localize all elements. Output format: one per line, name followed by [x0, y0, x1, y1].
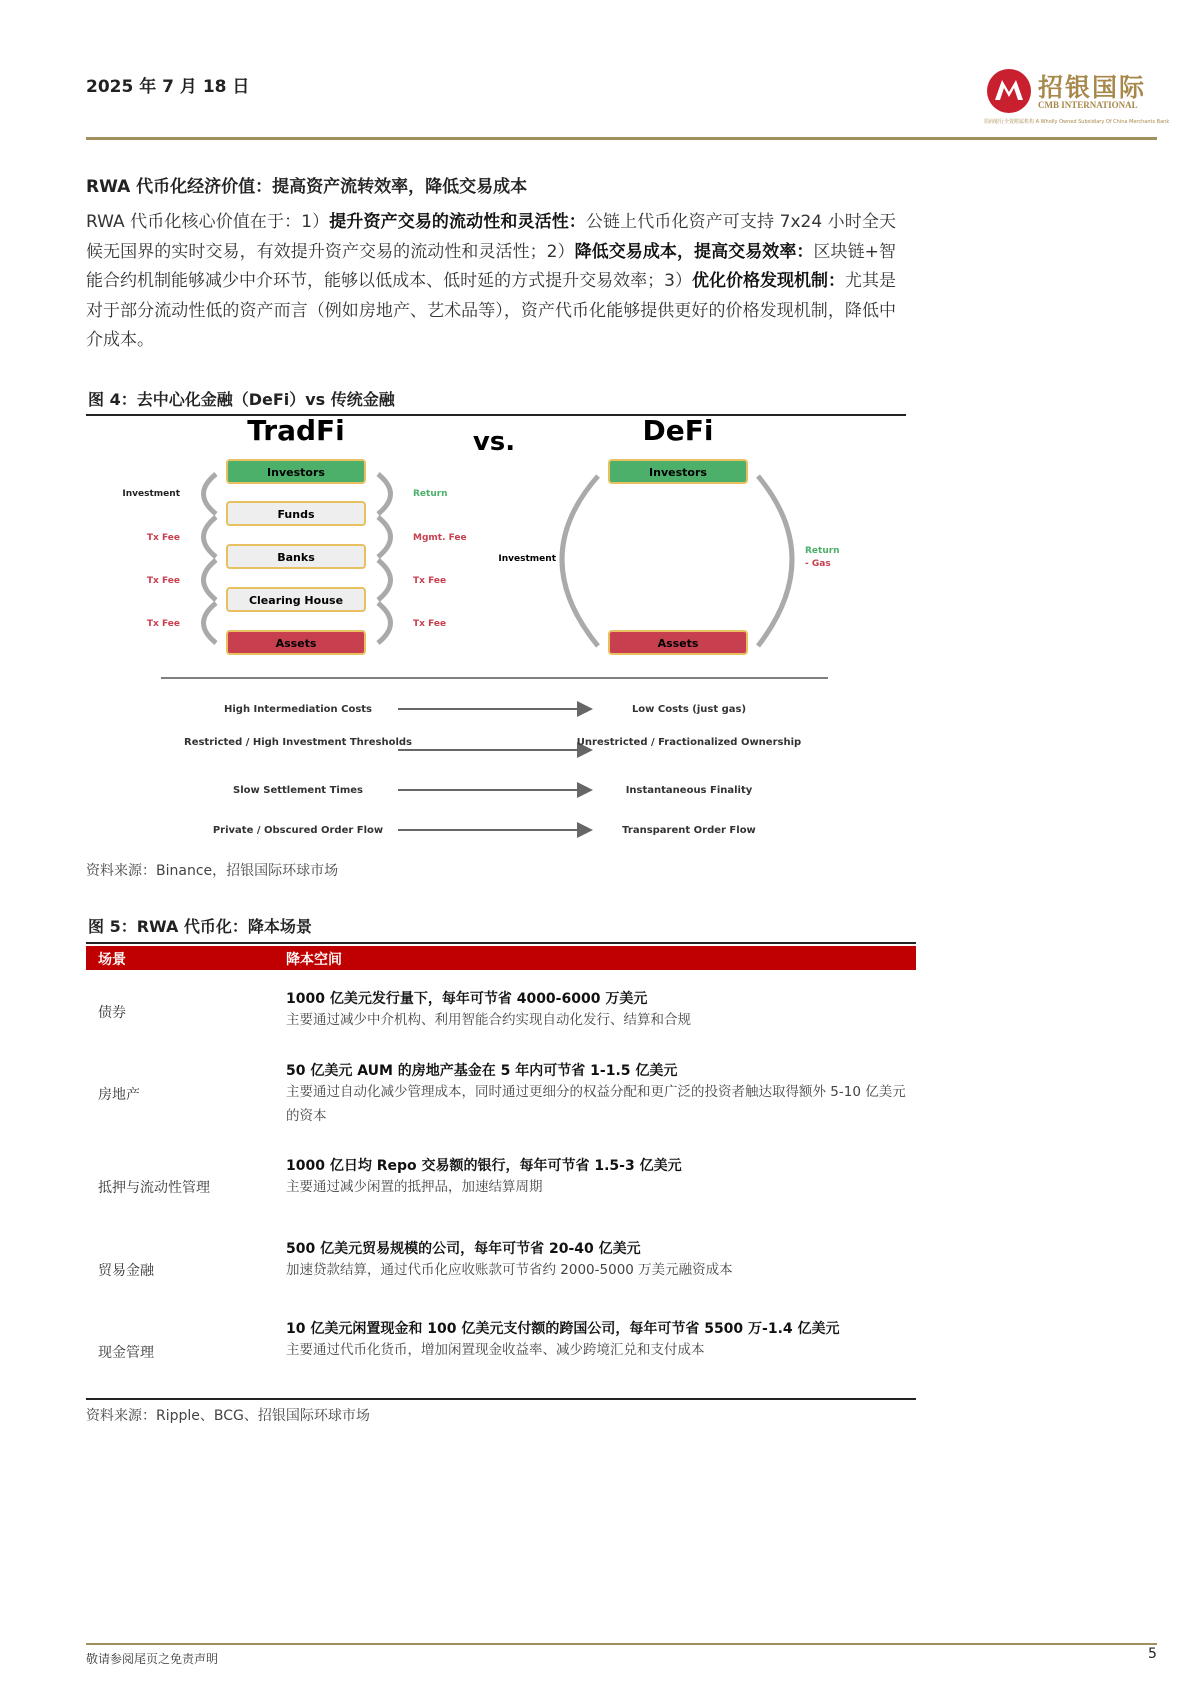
emphasis: 降低交易成本，提高交易效率： — [574, 241, 814, 262]
tradfi-vs-defi-diagram — [86, 418, 906, 848]
defi-stack — [498, 460, 839, 654]
comparison-to: Unrestricted / Fractionalized Ownership — [576, 737, 802, 748]
header-divider — [86, 137, 1157, 140]
emphasis: 提升资产交易的流动性和灵活性： — [329, 212, 586, 232]
figure5-source: 资料来源：Ripple、BCG、招银国际环球市场 — [86, 1408, 370, 1424]
comparison-list — [184, 704, 801, 836]
logo-english: CMB INTERNATIONAL — [1038, 100, 1138, 110]
comparison-from: Slow Settlement Times — [233, 785, 363, 796]
report-date: 2025 年 7 月 18 日 — [86, 77, 250, 97]
label-tx-fee: Tx Fee — [146, 533, 180, 543]
label-tx-fee: Tx Fee — [146, 576, 180, 586]
tradfi-box-investors: Investors — [267, 466, 325, 479]
comparison-from-text: Restricted / High Investment Thresholds — [184, 737, 412, 748]
row-headline: 1000 亿日均 Repo 交易额的银行，每年可节省 1.5-3 亿美元 — [286, 1158, 682, 1174]
row-scene: 现金管理 — [98, 1345, 154, 1361]
row-headline: 50 亿美元 AUM 的房地产基金在 5 年内可节省 1-1.5 亿美元 — [286, 1063, 678, 1079]
label-investment: Investment — [122, 489, 180, 499]
row-description: 主要通过减少闲置的抵押品，加速结算周期 — [286, 1179, 543, 1195]
row-headline: 10 亿美元闲置现金和 100 亿美元支付额的跨国公司，每年可节省 5500 万-1.4 亿美元 — [286, 1321, 840, 1337]
vs-label: vs. — [472, 427, 516, 457]
row-headline: 1000 亿美元发行量下，每年可节省 4000-6000 万美元 — [286, 991, 648, 1007]
row-description: 加速贷款结算，通过代币化应收账款可节省约 2000-5000 万美元融资成本 — [286, 1262, 733, 1278]
section-title: RWA 代币化经济价值：提高资产流转效率，降低交易成本 — [86, 177, 528, 197]
defi-investment-arrow — [562, 476, 598, 646]
header-scene: 场景 — [98, 952, 126, 968]
comparison-from: High Intermediation Costs — [224, 704, 372, 715]
label-mgmt-fee: Mgmt. Fee — [413, 533, 467, 543]
table-header — [86, 946, 916, 970]
figure4-title: 图 4：去中心化金融（DeFi）vs 传统金融 — [88, 390, 395, 409]
figure4-top-rule — [86, 414, 906, 416]
row-description: 主要通过代币化货币，增加闲置现金收益率、减少跨境汇兑和支付成本 — [286, 1342, 705, 1358]
defi-box-assets: Assets — [657, 637, 699, 650]
text: RWA 代币化核心价值在于：1） — [86, 212, 330, 232]
figure5-bottom-rule — [86, 1398, 916, 1400]
footer-disclaimer: 敬请参阅尾页之免责声明 — [86, 1652, 219, 1666]
row-scene: 房地产 — [98, 1087, 140, 1103]
cmb-logo-icon — [986, 68, 1032, 114]
figure5-title: 图 5：RWA 代币化：降本场景 — [88, 917, 312, 936]
footer-divider — [86, 1643, 1157, 1645]
text: 公链上代币化资产可支持 7x24 小时全天候无国界的实时交易，有效提升资产交易的流动性和灵活性；2） — [86, 212, 896, 262]
comparison-to: Instantaneous Finality — [625, 785, 753, 796]
defi-label-gas: - Gas — [805, 559, 831, 569]
comparison-from — [184, 737, 412, 748]
tradfi-box-funds: Funds — [277, 508, 315, 521]
cmbi-logo — [982, 66, 1170, 138]
text: 区块链+智能合约机制能够减少中介环节，能够以低成本、低时延的方式提升交易效率；3） — [86, 241, 896, 291]
emphasis: 优化价格发现机制： — [691, 271, 845, 291]
label-tx-fee: Tx Fee — [413, 576, 447, 586]
figure5-top-rule — [86, 942, 916, 944]
tradfi-box-banks: Banks — [277, 551, 315, 564]
label-tx-fee: Tx Fee — [413, 619, 447, 629]
row-description: 主要通过自动化减少管理成本，同时通过更细分的权益分配和更广泛的投资者触达取得额外 5-10 亿美元的资本 — [286, 1084, 906, 1124]
defi-title: DeFi — [642, 418, 714, 447]
comparison-to: Transparent Order Flow — [622, 825, 756, 836]
page-number: 5 — [1148, 1646, 1157, 1662]
tradfi-title: TradFi — [247, 418, 345, 447]
defi-label-return: Return — [805, 546, 840, 556]
logo-subtitle: 招商银行全资附属机构 A Wholly Owned Subsidiary Of China Merchants Bank — [984, 119, 1170, 125]
header-savings: 降本空间 — [286, 952, 342, 968]
comparison-to: Low Costs (just gas) — [631, 704, 747, 715]
defi-label-investment: Investment — [498, 554, 556, 564]
logo-chinese: 招银国际 — [1038, 73, 1147, 102]
tradfi-box-clearing-house: Clearing House — [248, 594, 344, 607]
row-scene: 贸易金融 — [98, 1263, 154, 1279]
defi-return-arrow — [758, 476, 792, 646]
row-scene: 债券 — [98, 1005, 126, 1021]
text: 尤其是对于部分流动性低的资产而言（例如房地产、艺术品等），资产代币化能够提供更好的价格发现机制，降低中介成本。 — [86, 271, 897, 350]
row-description: 主要通过减少中介机构、利用智能合约实现自动化发行、结算和合规 — [286, 1012, 691, 1028]
label-return: Return — [413, 489, 448, 499]
figure4-source: 资料来源：Binance，招银国际环球市场 — [86, 863, 339, 879]
comparison-from: Private / Obscured Order Flow — [212, 825, 384, 836]
defi-box-investors: Investors — [649, 466, 707, 479]
label-tx-fee: Tx Fee — [146, 619, 180, 629]
row-headline: 500 亿美元贸易规模的公司，每年可节省 20-40 亿美元 — [286, 1241, 641, 1257]
body-paragraph — [86, 208, 896, 356]
row-scene: 抵押与流动性管理 — [98, 1180, 210, 1196]
tradfi-stack — [227, 460, 365, 654]
tradfi-box-assets: Assets — [275, 637, 317, 650]
